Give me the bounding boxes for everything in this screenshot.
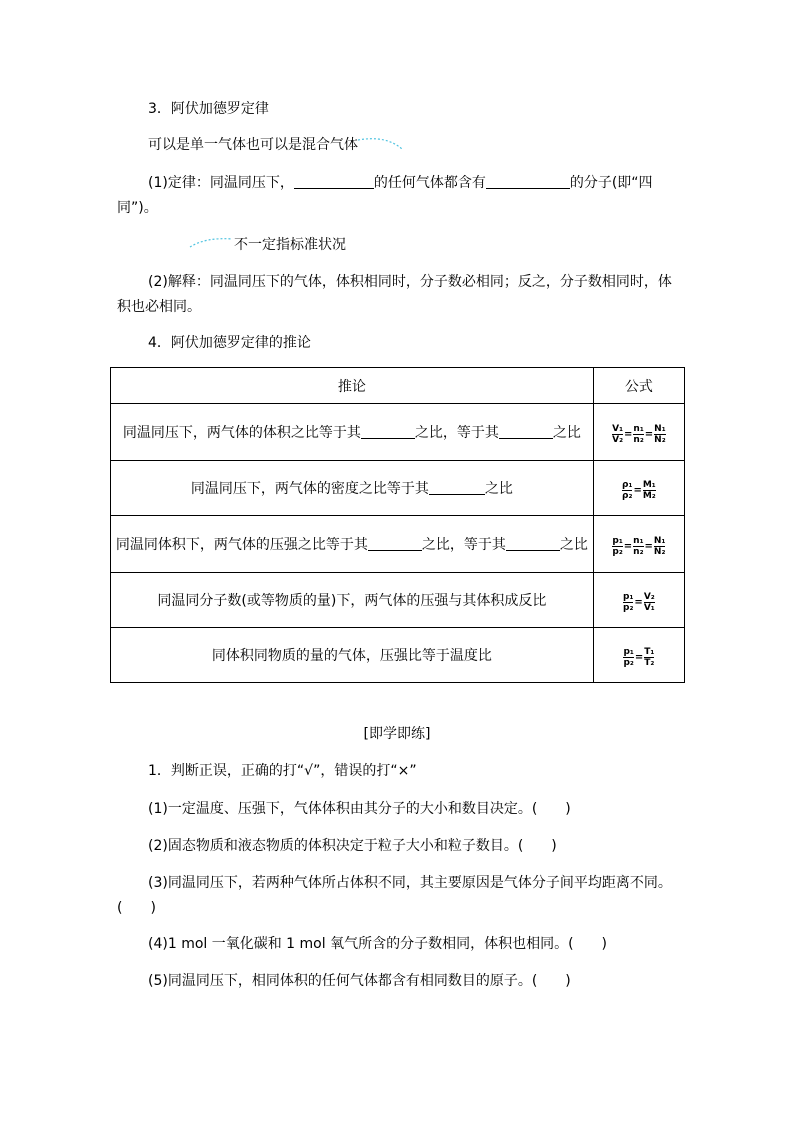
note-not-standard: 不一定指标准状况	[234, 237, 346, 253]
law-line1: (1)定律：同温同压下， 的任何气体都含有 的分子(即“四	[148, 175, 653, 191]
blank-r3a[interactable]	[368, 536, 422, 551]
explain-line2: 积也必相同。	[117, 299, 201, 315]
header-formula: 公式	[593, 368, 684, 404]
table-header-row	[111, 368, 685, 404]
table-row	[111, 628, 685, 683]
table-row	[111, 461, 685, 516]
explain-line1: (2)解释：同温同压下的气体，体积相同时，分子数必相同；反之，分子数相同时，体	[148, 274, 672, 290]
row2-text: 同温同压下，两气体的密度之比等于其 之比	[111, 461, 594, 516]
note-mixed-gas: 可以是单一气体也可以是混合气体	[148, 137, 358, 153]
question-item-2: (2)固态物质和液态物质的体积决定于粒子大小和粒子数目。( )	[148, 838, 557, 854]
blank-r1a[interactable]	[361, 424, 415, 439]
question-item-3-answer: ( )	[117, 900, 156, 916]
question-item-3: (3)同温同压下，若两种气体所占体积不同，其主要原因是气体分子间平均距离不同。	[148, 875, 672, 891]
practice-title: [即学即练]	[363, 726, 431, 742]
row5-text: 同体积同物质的量的气体，压强比等于温度比	[111, 628, 594, 683]
question-item-4: (4)1 mol 一氧化碳和 1 mol 氧气所含的分子数相同，体积也相同。( )	[148, 936, 608, 952]
row4-formula: $\frac{\text{p₁}}{\text{p₂}}$ = $\frac{\text{V₂}}{\text{V₁}}$	[593, 573, 684, 628]
law-line2: 同”)。	[117, 200, 158, 216]
row3-formula: $\frac{\text{p₁}}{\text{p₂}}$ = $\frac{\text{n₁}}{\text{n₂}}$ = $\frac{\text{N₁}}{\text{N₂}}$	[593, 516, 684, 573]
callout-line-mixed	[356, 137, 406, 153]
header-inference: 推论	[111, 368, 594, 404]
blank-same-number[interactable]	[486, 174, 570, 189]
table-row	[111, 573, 685, 628]
blank-same-volume[interactable]	[294, 174, 374, 189]
question-intro: 1．判断正误，正确的打“√”，错误的打“×”	[148, 763, 417, 779]
blank-r3b[interactable]	[506, 536, 560, 551]
table-row	[111, 516, 685, 573]
inference-table	[110, 367, 685, 683]
row4-text: 同温同分子数(或等物质的量)下，两气体的压强与其体积成反比	[111, 573, 594, 628]
row1-text: 同温同压下，两气体的体积之比等于其 之比，等于其 之比	[111, 404, 594, 461]
row2-formula: $\frac{\text{ρ₁}}{\text{ρ₂}}$ = $\frac{\text{M₁}}{\text{M₂}}$	[593, 461, 684, 516]
row1-formula: $\frac{\text{V₁}}{\text{V₂}}$ = $\frac{\text{n₁}}{\text{n₂}}$ = $\frac{\text{N₁}}{\text{N₂}}$	[593, 404, 684, 461]
table-row	[111, 404, 685, 461]
question-item-1: (1)一定温度、压强下，气体体积由其分子的大小和数目决定。( )	[148, 801, 571, 817]
row5-formula: $\frac{\text{p₁}}{\text{p₂}}$ = $\frac{\text{T₁}}{\text{T₂}}$	[593, 628, 684, 683]
section4-heading: 4．阿伏加德罗定律的推论	[148, 335, 311, 351]
blank-r2a[interactable]	[429, 480, 485, 495]
row3-text: 同温同体积下，两气体的压强之比等于其 之比，等于其 之比	[111, 516, 594, 573]
question-item-5: (5)同温同压下，相同体积的任何气体都含有相同数目的原子。( )	[148, 973, 571, 989]
blank-r1b[interactable]	[499, 424, 553, 439]
callout-line-not-std	[188, 235, 236, 249]
section3-heading: 3．阿伏加德罗定律	[148, 101, 269, 117]
